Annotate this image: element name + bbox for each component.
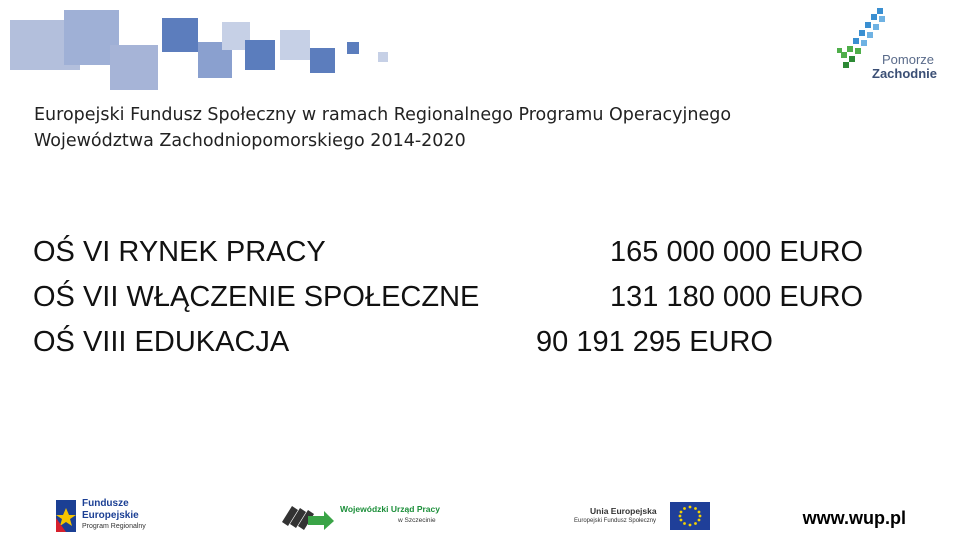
fundusze-europejskie-logo	[54, 496, 164, 536]
eu-flag-icon	[670, 502, 710, 530]
deco-square	[110, 45, 158, 90]
axis-amount: 131 180 000 EURO	[610, 281, 864, 313]
axis-amount: 90 191 295 EURO	[536, 326, 773, 358]
fundusze-line1: Fundusze	[82, 498, 129, 509]
axis-name: OŚ VII WŁĄCZENIE SPOŁECZNE	[33, 281, 480, 313]
wup-line1: Wojewódzki Urząd Pracy	[340, 504, 440, 514]
brand-line1: Pomorze	[882, 52, 935, 67]
axis-amount: 165 000 000 EURO	[610, 236, 864, 268]
subtitle-line1: Europejski Fundusz Społeczny w ramach Regionalnego Programu Operacyjnego	[34, 105, 732, 125]
fundusze-line2: Europejskie	[82, 510, 139, 521]
wup-arrow-icon	[278, 496, 336, 530]
fundusze-star-icon	[54, 498, 78, 534]
wup-line2: w Szczecinie	[398, 517, 436, 524]
ue-line1: Unia Europejska	[590, 506, 657, 516]
deco-square	[378, 52, 388, 62]
brand-line2: Zachodnie	[872, 66, 938, 81]
wup-logo	[278, 496, 458, 532]
fundusze-line3: Program Regionalny	[82, 523, 146, 530]
subtitle-line2: Województwa Zachodniopomorskiego 2014-2020	[34, 131, 466, 151]
axis-name: OŚ VI RYNEK PRACY	[33, 236, 326, 268]
deco-square	[245, 40, 275, 70]
deco-square	[310, 48, 335, 73]
deco-square	[280, 30, 310, 60]
program-subtitle	[34, 102, 854, 154]
axis-name: OŚ VIII EDUKACJA	[33, 326, 290, 358]
deco-square	[347, 42, 359, 54]
ue-line2: Europejski Fundusz Społeczny	[574, 518, 657, 524]
unia-europejska-logo	[572, 500, 712, 534]
deco-square	[162, 18, 198, 52]
pomorze-zachodnie-logo	[835, 6, 945, 86]
website-link[interactable]: www.wup.pl	[802, 508, 906, 528]
